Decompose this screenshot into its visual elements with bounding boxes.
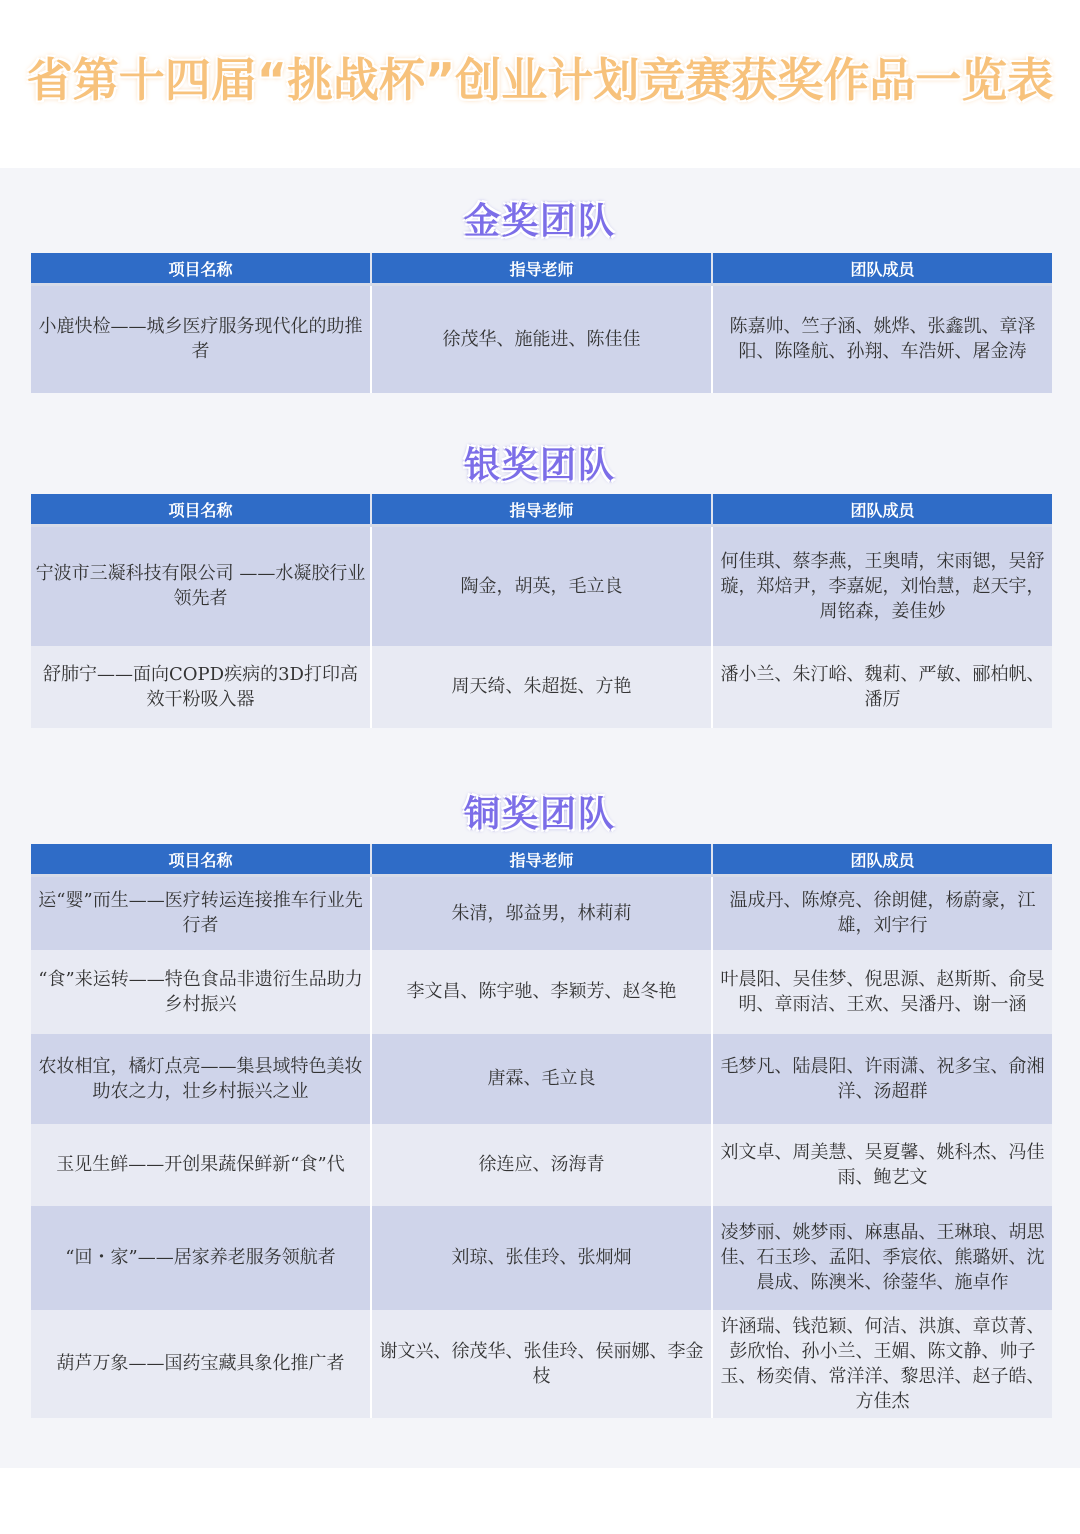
team-members: 凌梦丽、姚梦雨、麻惠晶、王琳琅、胡思佳、石玉珍、孟阳、季宸依、熊璐妍、沈晨成、陈澳米、徐蓥华、施卓作 bbox=[712, 1206, 1052, 1310]
table-row bbox=[31, 950, 1052, 1034]
advisors: 徐茂华、施能进、陈佳佳 bbox=[371, 285, 712, 393]
header-members: 团队成员 bbox=[712, 253, 1052, 285]
table-header-row bbox=[31, 494, 1052, 526]
table-row bbox=[31, 1310, 1052, 1418]
project-name: 农妆相宜，橘灯点亮——集县域特色美妆助农之力，壮乡村振兴之业 bbox=[31, 1034, 371, 1124]
table-row bbox=[31, 1206, 1052, 1310]
project-name: “食”来运转——特色食品非遗衍生品助力乡村振兴 bbox=[31, 950, 371, 1034]
table-header-row bbox=[31, 253, 1052, 285]
table-header-row bbox=[31, 844, 1052, 876]
table-row bbox=[31, 1124, 1052, 1206]
advisors: 谢文兴、徐茂华、张佳玲、侯丽娜、李金枝 bbox=[371, 1310, 712, 1418]
table-row bbox=[31, 526, 1052, 646]
table-row bbox=[31, 646, 1052, 728]
header-project: 项目名称 bbox=[31, 494, 371, 526]
project-name: 宁波市三凝科技有限公司 ——水凝胶行业领先者 bbox=[31, 526, 371, 646]
project-name: 舒肺宁——面向COPD疾病的3D打印高效干粉吸入器 bbox=[31, 646, 371, 728]
page-title: 省第十四届“挑战杯”创业计划竞赛获奖作品一览表 bbox=[26, 53, 1054, 107]
header-advisors: 指导老师 bbox=[371, 844, 712, 876]
project-name: 葫芦万象——国药宝藏具象化推广者 bbox=[31, 1310, 371, 1418]
team-members: 毛梦凡、陆晨阳、许雨潇、祝多宝、俞湘洋、汤超群 bbox=[712, 1034, 1052, 1124]
advisors: 李文昌、陈宇驰、李颖芳、赵冬艳 bbox=[371, 950, 712, 1034]
project-name: 小鹿快检——城乡医疗服务现代化的助推者 bbox=[31, 285, 371, 393]
gold-section-heading: 金奖团队 bbox=[463, 201, 616, 242]
team-members: 刘文卓、周美慧、吴夏馨、姚科杰、冯佳雨、鲍艺文 bbox=[712, 1124, 1052, 1206]
team-members: 潘小兰、朱汀峪、魏莉、严敏、郦柏帆、潘厉 bbox=[712, 646, 1052, 728]
table-row bbox=[31, 285, 1052, 393]
header-project: 项目名称 bbox=[31, 844, 371, 876]
advisors: 刘琼、张佳玲、张炯炯 bbox=[371, 1206, 712, 1310]
header-project: 项目名称 bbox=[31, 253, 371, 285]
advisors: 陶金，胡英，毛立良 bbox=[371, 526, 712, 646]
silver-section-heading: 银奖团队 bbox=[463, 445, 616, 486]
project-name: 玉见生鲜——开创果蔬保鲜新“食”代 bbox=[31, 1124, 371, 1206]
team-members: 何佳琪、蔡李燕，王奥晴，宋雨锶，吴舒璇，郑焙尹，李嘉妮，刘怡慧，赵天宇，周铭森，姜佳妙 bbox=[712, 526, 1052, 646]
table-row bbox=[31, 1034, 1052, 1124]
team-members: 陈嘉帅、竺子涵、姚烨、张鑫凯、章泽阳、陈隆航、孙翔、车浩妍、屠金涛 bbox=[712, 285, 1052, 393]
project-name: “回・家”——居家养老服务领航者 bbox=[31, 1206, 371, 1310]
project-name: 运“婴”而生——医疗转运连接推车行业先行者 bbox=[31, 876, 371, 950]
advisors: 周天绮、朱超挺、方艳 bbox=[371, 646, 712, 728]
header-advisors: 指导老师 bbox=[371, 253, 712, 285]
header-advisors: 指导老师 bbox=[371, 494, 712, 526]
advisors: 朱清，邬益男，林莉莉 bbox=[371, 876, 712, 950]
team-members: 叶晨阳、吴佳梦、倪思源、赵斯斯、俞旻明、章雨洁、王欢、吴潘丹、谢一涵 bbox=[712, 950, 1052, 1034]
header-members: 团队成员 bbox=[712, 494, 1052, 526]
header-members: 团队成员 bbox=[712, 844, 1052, 876]
table-row bbox=[31, 876, 1052, 950]
silver-award-table bbox=[31, 494, 1052, 728]
gold-award-table bbox=[31, 253, 1052, 393]
bronze-award-table bbox=[31, 844, 1052, 1418]
advisors: 徐连应、汤海青 bbox=[371, 1124, 712, 1206]
bronze-section-heading: 铜奖团队 bbox=[463, 794, 616, 835]
team-members: 温成丹、陈燎亮、徐朗健，杨蔚豪，江雄，刘宇行 bbox=[712, 876, 1052, 950]
advisors: 唐霖、毛立良 bbox=[371, 1034, 712, 1124]
team-members: 许涵瑞、钱范颖、何洁、洪旗、章苡菁、彭欣怡、孙小兰、王媚、陈文静、帅子玉、杨奕倩、常洋洋、黎思洋、赵子皓、方佳杰 bbox=[712, 1310, 1052, 1418]
